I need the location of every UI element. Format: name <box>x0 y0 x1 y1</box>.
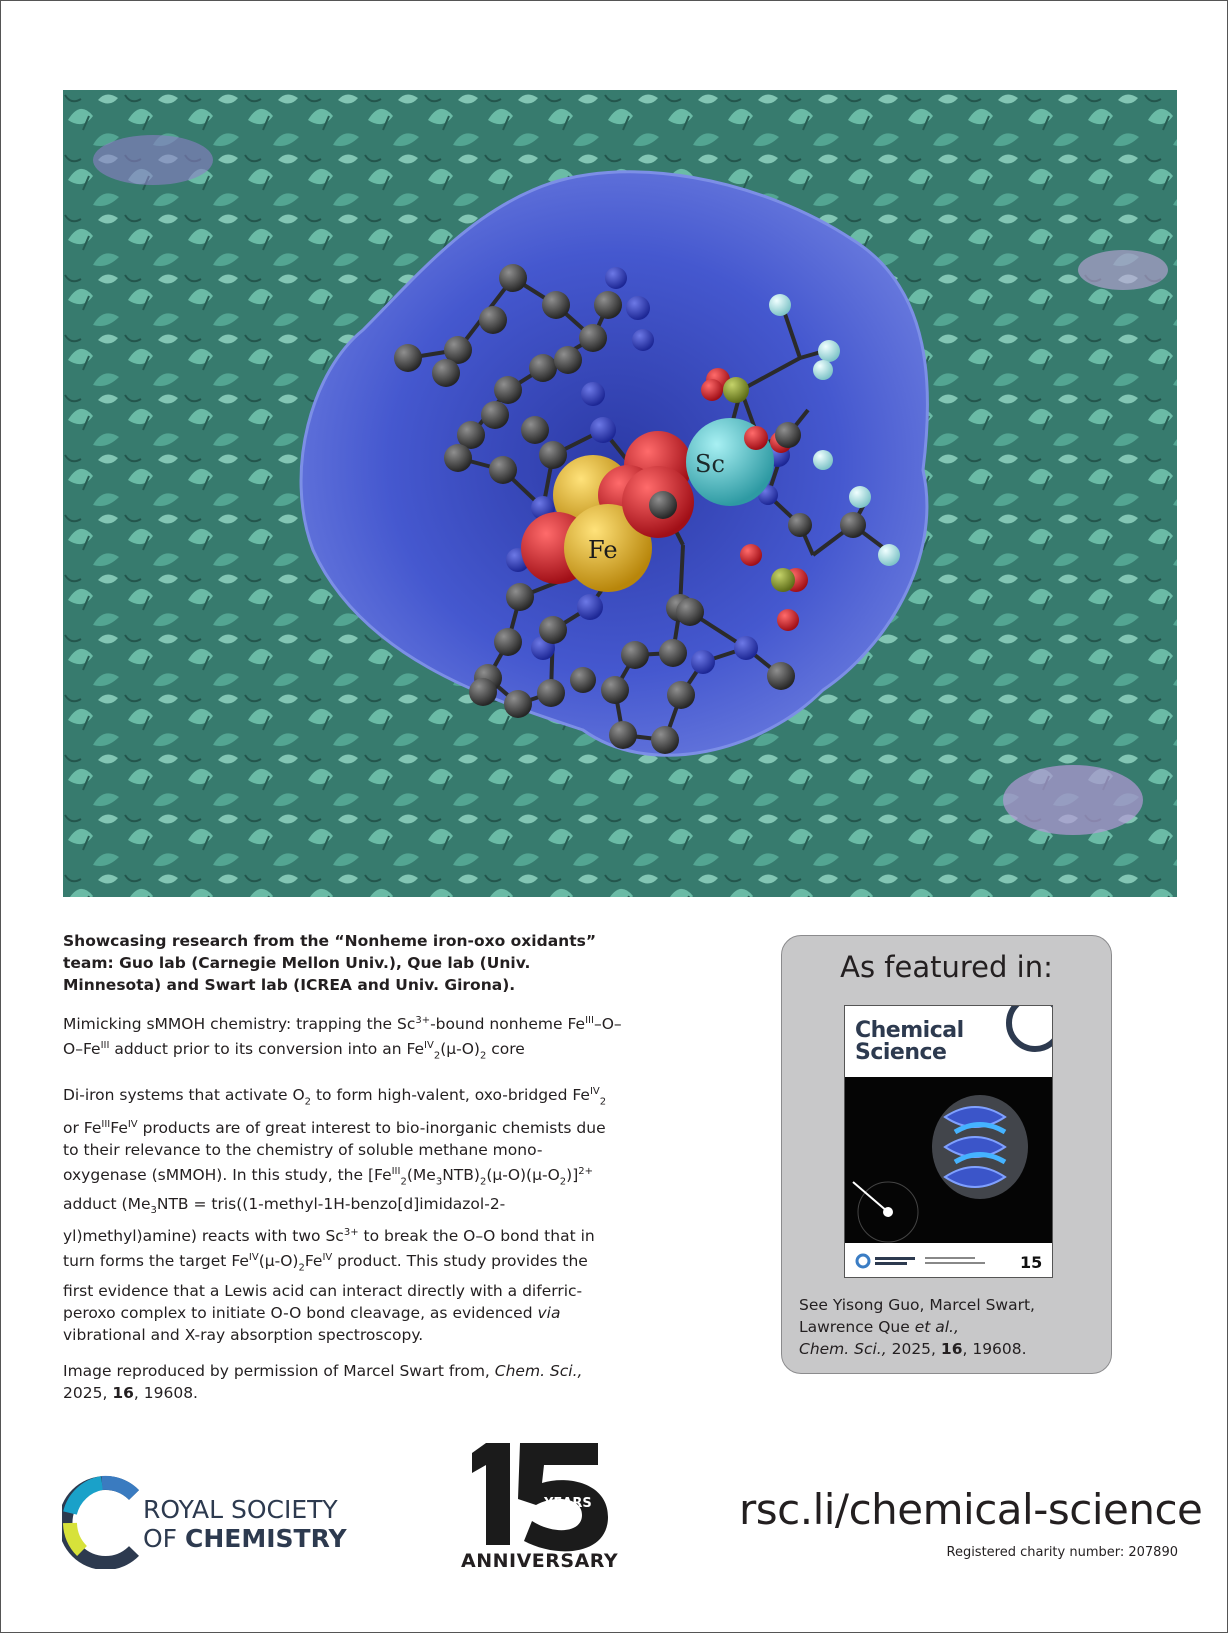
article-abstract: Di-iron systems that activate $O_2$ to form high-valent, oxo-bridged $Fe^{IV}_2$ or $Fe^{III}Fe^{IV}$ products are of great interest to bio-inorganic chemists due to their relevance to the chemistry of soluble methane mono-oxygenase (sMMOH). In this study, the $[Fe^{III}_2(Me_3NTB)_2(\mu-O)(\mu-O_2)]^{2+}$ adduct ($Me_3NTB$ = tris((1-methyl-1H-benzo[d]imidazol-2-yl)methyl)amine) reacts with two $Sc^{3+}$ to break the O–O bond that in turn forms the target $Fe^{IV}(\mu-O)_2Fe^{IV}$ product. This study provides the first evidence that a Lewis acid can interact directly with a diferric-peroxo complex to initiate O-O bond cleavage, as evidenced via vibrational and X-ray absorption spectroscopy. <box>63 1086 607 1344</box>
rsc-mini-logo-icon <box>855 1251 1045 1271</box>
cover-arc-decoration <box>1000 1005 1053 1058</box>
anniv-years-text: YEARS <box>544 1496 592 1511</box>
anniversary-label: ANNIVERSARY <box>461 1550 619 1572</box>
molecule-on-flower-illustration <box>63 90 1177 897</box>
charity-number: Registered charity number: 207890 <box>946 1545 1178 1560</box>
cover-artwork <box>63 90 1177 897</box>
sc-label: Sc <box>695 450 725 478</box>
image-credit: Image reproduced by permission of Marcel Swart from, Chem. Sci., 2025, 16, 19608. <box>63 1361 583 1402</box>
article-title: Mimicking sMMOH chemistry: trapping the $Sc^{3+}$-bound nonheme $Fe^{III}-O-O-Fe^{III}$ adduct prior to its conversion into an $Fe^{IV}_2(\mu-O)_2$ core <box>63 1015 622 1062</box>
journal-cover-thumbnail[interactable] <box>844 1005 1053 1278</box>
protein-ribbon-icon <box>845 1077 1052 1243</box>
journal-url-link[interactable]: rsc.li/chemical-science <box>739 1485 1203 1534</box>
showcase-heading: Showcasing research from the “Nonheme iron-oxo oxidants” team: Guo lab (Carnegie Mellon Univ.), Que lab (Univ. Minnesota) and Swart lab (ICREA and Univ. Girona). <box>63 932 597 994</box>
svg-text:15: 15 <box>1020 1253 1043 1271</box>
featured-reference: See Yisong Guo, Marcel Swart, Lawrence Que et al., Chem. Sci., 2025, 16, 19608. <box>799 1296 1035 1358</box>
fe-label: Fe <box>588 536 618 564</box>
showcase-text <box>63 930 623 1404</box>
featured-title: As featured in: <box>840 950 1053 984</box>
featured-in-box <box>781 935 1112 1374</box>
journal-title: Chemical Science <box>855 1018 964 1065</box>
cover-image <box>845 1077 1052 1243</box>
rsc-wordmark: ROYAL SOCIETY OF CHEMISTRY <box>143 1495 347 1553</box>
cover-footer <box>855 1251 1045 1271</box>
